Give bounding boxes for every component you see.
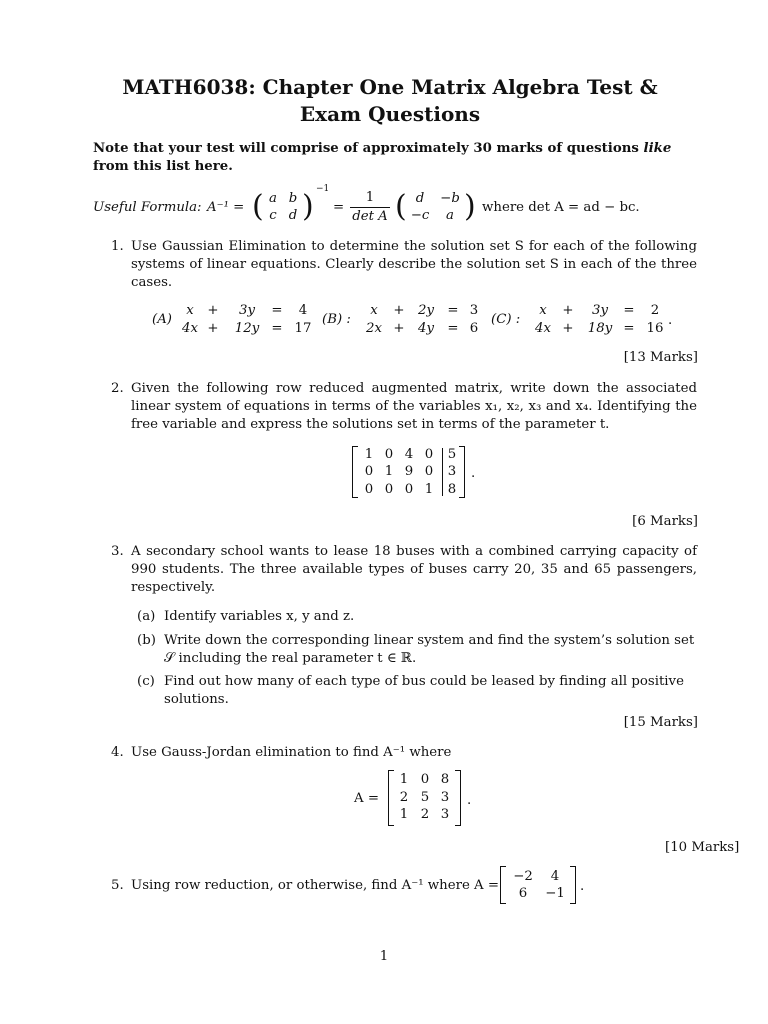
formula-label: Useful Formula	[93, 200, 198, 215]
question-number: 3.	[111, 544, 124, 559]
exam-page: MATH6038: Chapter One Matrix Algebra Test & Exam Questions Note that your test will comprise of approximately 30 marks of questions like from this list here. Useful Formula : A⁻¹ = ( a b c d ) −1 = 1 det A ( d −b −c a ) where det A = ad − bc. 1. Use Gaussian Elimination to determine the solution set S for each of the following systems of linear equations. Clearly describe the solution set S in each of the three cases. (A) x + 3y = 4 4x + 12y = 17 (B) : x + 2y = 3 2x + 4y = 6 (C) : x + 3y = 2 4x + 18y = 16 . [13 Marks] 2. Given the following row reduced augmented matrix, write down the associated linear system of equations in terms of the variables x₁, x₂, x₃ and x₄. Identifying the free variable and express the solutions set in terms of the parameter t. 1 0 4 0 5 0 1 9 0 3 0 0 0 1 8 . [6 Marks] 3. A secondary school wants to lease 18 buses with a combined carrying capacity of 990 students. The three available types of buses carry 20, 35 and 65 passengers, respectively. (a) Identify variables x, y and z. (b) Write down the corresponding linear system and find the system’s solution set 𝒮 including the real parameter t ∈ ℝ. (c) Find out how many of each type of bus could be leased by finding all positive solutions. [15 Marks] 4. Use Gauss-Jordan elimination to find A⁻¹ where A = 1 0 8 2 5 3 1 2 3 . [10 Marks] 5. Using row reduction, or otherwise, find A⁻¹ where A = −2 4 6 −1 . 1	[0, 0, 768, 1024]
question-marks: [10 Marks]	[665, 840, 740, 855]
formula-adj-a: a	[446, 208, 454, 223]
formula-paren-right: )	[302, 189, 314, 224]
formula-m-b: b	[288, 191, 298, 206]
part-text: Write down the corresponding linear system and find the system’s solution set 𝒮 including the real parameter t ∈ ℝ.	[164, 633, 695, 666]
sys-b-cell: 4y	[418, 321, 434, 336]
matrix-cell: 0	[364, 464, 374, 479]
sys-c-cell: 18y	[587, 321, 613, 336]
question-number: 1.	[111, 239, 124, 254]
sys-a-cell: 4x	[182, 321, 198, 336]
formula-exponent: −1	[316, 184, 330, 194]
matrix-bracket-left	[388, 770, 394, 826]
sys-b-cell: 6	[469, 321, 479, 336]
matrix-cell: −2	[513, 869, 533, 884]
matrix-cell: 1	[399, 772, 409, 787]
matrix-cell: 1	[364, 447, 374, 462]
sys-a-cell: +	[207, 321, 219, 336]
formula-adj-paren-right: )	[464, 189, 476, 224]
question-number: 2.	[111, 381, 124, 396]
matrix-lhs: A =	[354, 791, 379, 806]
sys-b-cell: x	[370, 303, 378, 318]
matrix-cell: 2	[420, 807, 430, 822]
sys-a-cell: =	[271, 303, 283, 318]
sys-b-cell: 3	[469, 303, 479, 318]
question-text: Use Gaussian Elimination to determine the solution set S for each of the following systems of linear equations. Clearly describe the solution set S in each of the three cases.	[131, 239, 697, 290]
matrix-cell: 0	[384, 447, 394, 462]
sys-b-cell: +	[393, 303, 405, 318]
sys-c-cell: x	[539, 303, 547, 318]
matrix-cell: 4	[404, 447, 414, 462]
sys-a-cell: 17	[294, 321, 312, 336]
part-label: (c)	[137, 674, 155, 689]
question-marks: [6 Marks]	[632, 514, 698, 529]
sys-a-cell: 3y	[239, 303, 255, 318]
sys-b-cell: 2y	[418, 303, 434, 318]
formula-m-c: c	[269, 208, 277, 223]
formula-m-a: a	[269, 191, 277, 206]
matrix-cell: −1	[545, 886, 565, 901]
page-number: 1	[379, 949, 389, 964]
matrix-cell: 0	[424, 464, 434, 479]
sys-a-cell: +	[207, 303, 219, 318]
matrix-bracket-left	[352, 446, 358, 498]
intro-note	[93, 140, 698, 176]
matrix-cell: 0	[420, 772, 430, 787]
matrix-cell: 0	[404, 482, 414, 497]
matrix-cell: 5	[447, 447, 457, 462]
matrix-cell: 8	[440, 772, 450, 787]
formula-frac-num: 1	[365, 190, 375, 205]
matrix-cell: 0	[384, 482, 394, 497]
formula-m-d: d	[288, 208, 298, 223]
matrix-cell: 1	[399, 807, 409, 822]
sys-b-cell: =	[447, 321, 459, 336]
sys-c-cell: 16	[646, 321, 664, 336]
matrix-bracket-right	[570, 866, 576, 904]
question-marks: [13 Marks]	[623, 350, 698, 365]
formula-adj-minus-b: −b	[440, 191, 460, 206]
question-text: Using row reduction, or otherwise, find A⁻¹ where A =	[131, 878, 500, 893]
note-text: Note that your test will comprise of approximately 30 marks of questions	[93, 141, 644, 156]
part-text: Identify variables x, y and z.	[164, 609, 355, 624]
sys-a-cell: 12y	[234, 321, 260, 336]
augment-divider	[442, 448, 443, 496]
question-marks: [15 Marks]	[623, 715, 698, 730]
matrix-cell: 0	[424, 447, 434, 462]
sys-c-cell: 3y	[592, 303, 608, 318]
formula-adj-d: d	[415, 191, 425, 206]
matrix-cell: 0	[364, 482, 374, 497]
formula-adj-minus-c: −c	[410, 208, 430, 223]
sys-c-cell: 4x	[535, 321, 551, 336]
question-number: 5.	[111, 878, 124, 893]
question-number: 4.	[111, 745, 124, 760]
matrix-cell: 1	[384, 464, 394, 479]
matrix-cell: 2	[399, 790, 409, 805]
matrix-cell: 9	[404, 464, 414, 479]
formula-frac-den: det A	[352, 209, 388, 224]
sys-b-cell: +	[393, 321, 405, 336]
note-emphasis: like	[643, 141, 672, 156]
sys-b-cell: 2x	[366, 321, 382, 336]
note-text-end: from this list here.	[93, 159, 233, 174]
matrix-cell: 8	[447, 482, 457, 497]
matrix-bracket-right	[455, 770, 461, 826]
system-c-label: (C) :	[491, 312, 521, 327]
part-label: (b)	[137, 633, 156, 648]
formula-where: where det A = ad − bc.	[482, 200, 640, 215]
sys-c-cell: +	[562, 303, 574, 318]
matrix-cell: 1	[424, 482, 434, 497]
sys-a-cell: 4	[298, 303, 308, 318]
matrix-bracket-right	[459, 446, 465, 498]
formula-ainv: A⁻¹ =	[207, 200, 245, 215]
sys-c-cell: =	[623, 321, 635, 336]
sys-c-cell: +	[562, 321, 574, 336]
sys-c-cell: 2	[650, 303, 660, 318]
sys-b-cell: =	[447, 303, 459, 318]
formula-paren-left: (	[252, 189, 264, 224]
question-text: A secondary school wants to lease 18 buses with a combined carrying capacity of 990 students. The three available types of buses carry 20, 35 and 65 passengers, respectively.	[131, 544, 697, 595]
matrix-cell: 3	[447, 464, 457, 479]
formula-adj-paren-left: (	[395, 189, 407, 224]
part-label: (a)	[137, 609, 156, 624]
sys-c-cell: =	[623, 303, 635, 318]
matrix-cell: 4	[550, 869, 560, 884]
matrix-cell: 6	[518, 886, 528, 901]
matrix-bracket-left	[500, 866, 506, 904]
system-a-label: (A)	[152, 312, 172, 327]
matrix-cell: 5	[420, 790, 430, 805]
matrix-cell: 3	[440, 807, 450, 822]
sys-a-cell: x	[186, 303, 194, 318]
question-text: Given the following row reduced augmented matrix, write down the associated linear system of equations in terms of the variables x₁, x₂, x₃ and x₄. Identifying the free variable and express the solutions set in terms of the parameter t.	[131, 381, 697, 432]
matrix-cell: 3	[440, 790, 450, 805]
sys-a-cell: =	[271, 321, 283, 336]
question-text: Use Gauss-Jordan elimination to find A⁻¹ where	[131, 745, 452, 760]
part-text: Find out how many of each type of bus could be leased by finding all positive solutions.	[164, 674, 684, 707]
page-title: MATH6038: Chapter One Matrix Algebra Test & Exam Questions	[122, 75, 658, 126]
system-b-label: (B) :	[322, 312, 351, 327]
